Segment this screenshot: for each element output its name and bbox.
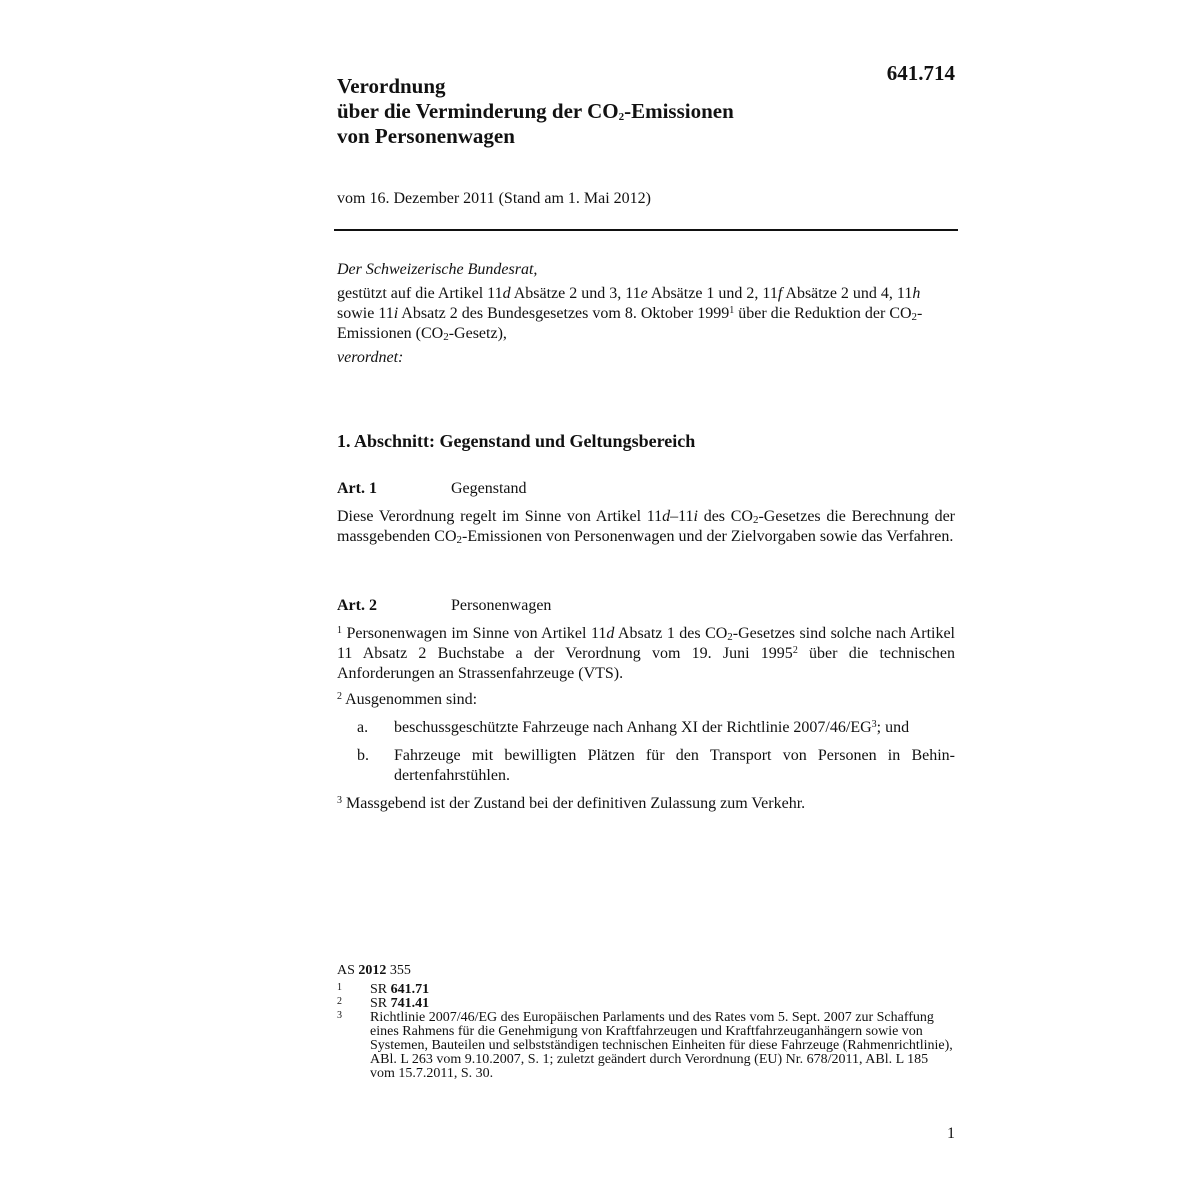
list-letter-a: a. xyxy=(357,719,369,736)
section-heading: 1. Abschnitt: Gegenstand und Geltungsbereich xyxy=(337,431,696,451)
article-2-paragraph-3: $^3$ Massgebend ist der Zustand bei der definitiven Zulassung zum Verkehr. xyxy=(337,795,806,812)
article-2-paragraph-2: $^2$ Ausgenommen sind: xyxy=(337,691,478,708)
date-line: vom 16. Dezember 2011 (Stand am 1. Mai 2012) xyxy=(337,190,652,207)
article-2-header xyxy=(337,596,955,618)
article-1-number: Art. 1 xyxy=(337,480,377,497)
footnote-1: 1 SR 641.71 xyxy=(337,982,430,997)
footnote-ref-3[interactable]: 3 xyxy=(871,719,877,730)
preamble-decree: verordnet: xyxy=(337,349,404,366)
preamble xyxy=(337,260,955,368)
exclusion-item-a: a. beschussgeschützte Fahrzeuge nach Anhang XI der Richtlinie $2007/46/EG^3$; und xyxy=(357,719,910,736)
article-1-title: Gegenstand xyxy=(451,480,527,497)
article-1-header xyxy=(337,479,955,501)
title-line-3: von Personenwagen xyxy=(337,124,515,148)
list-letter-b: b. xyxy=(357,747,369,764)
preamble-basis: gestützt auf die Artikel 11d Absätze 2 und 3, 11e Absätze 1 und 2, 11f Absätze 2 und 4, 11h sowie 11i Absatz 2 des Bundesgesetzes vom 8. Oktober 1999$^1$ über die Reduktion der $CO_2$-Emissionen $(CO_2-Gesetz)$, xyxy=(337,285,923,343)
ordinance-title xyxy=(337,74,897,149)
footnote-ref-1[interactable]: 1 xyxy=(729,305,735,316)
article-2-paragraph-1: $^1$ Personenwagen im Sinne von Artikel 11d Absatz 1 des $CO_2$-Gesetzes sind solche nach Artikel 11 Absatz 2 Buchstabe a der Verordnung vom 19. Juni 1995$^2$ über die technischen Anforderungen an Strassenfahrzeuge (VTS). xyxy=(337,625,956,682)
footnote-ref-2[interactable]: 2 xyxy=(792,645,798,656)
article-2-title: Personenwagen xyxy=(451,597,552,614)
official-collection-ref: AS 2012 355 xyxy=(337,963,411,978)
title-line-1: Verordnung xyxy=(337,74,446,98)
article-2 xyxy=(337,596,955,814)
header-divider xyxy=(334,229,958,231)
preamble-authority: Der Schweizerische Bundesrat, xyxy=(337,261,538,278)
exclusion-item-b: b. Fahrzeuge mit bewilligten Plätzen für den Transport von Personen in Behindertenfahrstühlen. xyxy=(357,747,955,784)
footnote-2: 2 SR 741.41 xyxy=(337,996,430,1011)
footnote-3: 3 Richtlinie 2007/46/EG des Europäischen Parlaments und des Rates vom 5. Sept. 2007 zur Schaffung eines Rahmens für die Genehmigung von Kraftfahrzeugen und Kraftfahrzeuganhängern sowie von Systemen, Bauteilen und selbstständigen technischen Einheiten für diese Fahrzeuge (Rahmenrichtlinie), ABl. L 263 vom 9.10.2007, S. 1; zuletzt geändert durch Verordnung (EU) Nr. 678/2011, ABl. L 185 vom 15.7.2011, S. 30. xyxy=(337,1010,953,1081)
footnotes xyxy=(337,983,955,1081)
page-number: 1 xyxy=(947,1125,955,1142)
title-line-2: über die Verminderung der $CO_2$-Emissionen xyxy=(337,99,734,123)
article-2-number: Art. 2 xyxy=(337,597,377,614)
article-1-text: Diese Verordnung regelt im Sinne von Artikel 11d–11i des $CO_2$-Gesetzes die Berechnung der massgebenden $CO_2$-Emissionen von Personenwagen und der Zielvorgaben sowie das Verfahren. xyxy=(337,508,956,546)
sr-number: 641.714 xyxy=(886,61,955,85)
article-1 xyxy=(337,479,955,547)
